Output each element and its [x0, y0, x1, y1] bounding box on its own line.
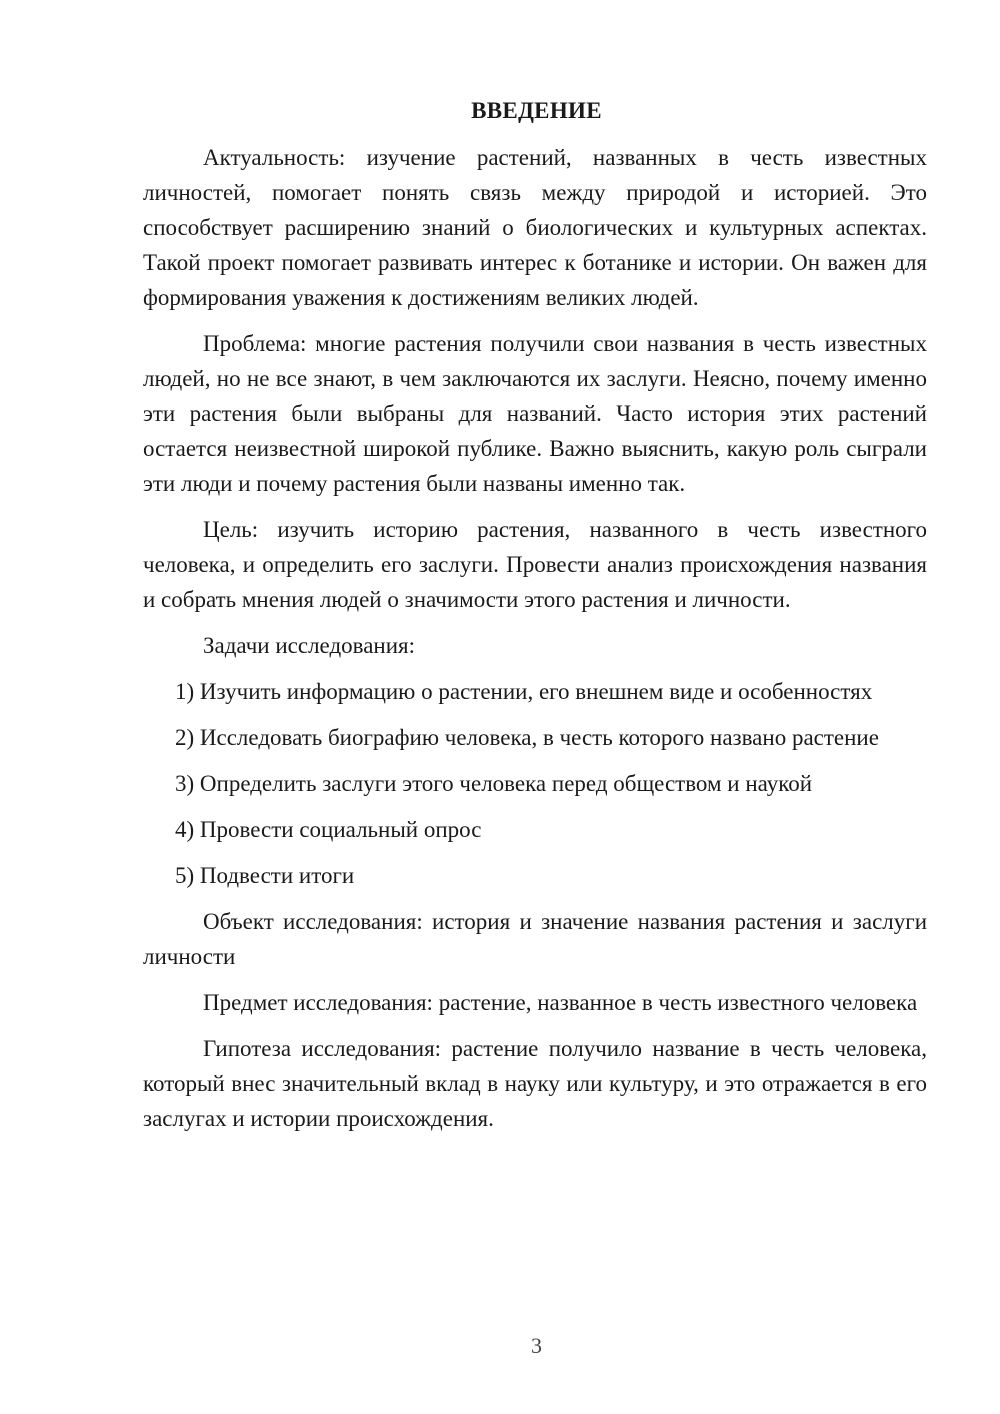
task-item: 3) Определить заслуги этого человека перед обществом и наукой — [175, 771, 813, 796]
goal-paragraph: Цель: изучить историю растения, названного в честь известного человека, и определить его заслуги. Провести анализ происхождения названия и собрать мнения людей о значимости этого растения и личности. — [143, 517, 927, 612]
task-item: 4) Провести социальный опрос — [175, 817, 482, 842]
hypothesis-paragraph: Гипотеза исследования: растение получило название в честь человека, который внес значительный вклад в науку или культуру, и это отражается в его заслугах и истории происхождения. — [143, 1036, 927, 1131]
document-body — [143, 140, 927, 1136]
relevance-paragraph: Актуальность: изучение растений, названных в честь известных личностей, помогает понять связь между природой и историей. Это способствует расширению знаний о биологических и культурных аспектах. Такой проект помогает развивать интерес к ботанике и истории. Он важен для формирования уважения к достижениям великих людей. — [143, 145, 927, 310]
problem-paragraph: Проблема: многие растения получили свои названия в честь известных людей, но не все знают, в чем заключаются их заслуги. Неясно, почему именно эти растения были выбраны для названий. Часто история этих растений остается неизвестной широкой публике. Важно выяснить, какую роль сыграли эти люди и почему растения были названы именно так. — [143, 331, 927, 496]
task-item: 5) Подвести итоги — [175, 863, 355, 888]
subject-paragraph: Предмет исследования: растение, названное в честь известного человека — [203, 990, 918, 1015]
task-item: 1) Изучить информацию о растении, его внешнем виде и особенностях — [175, 679, 873, 704]
task-item: 2) Исследовать биографию человека, в честь которого названо растение — [175, 725, 879, 750]
object-paragraph: Объект исследования: история и значение названия растения и заслуги личности — [143, 909, 927, 969]
page-number: 3 — [531, 1333, 542, 1358]
section-title: ВВЕДЕНИЕ — [471, 98, 602, 123]
tasks-heading: Задачи исследования: — [203, 633, 416, 658]
